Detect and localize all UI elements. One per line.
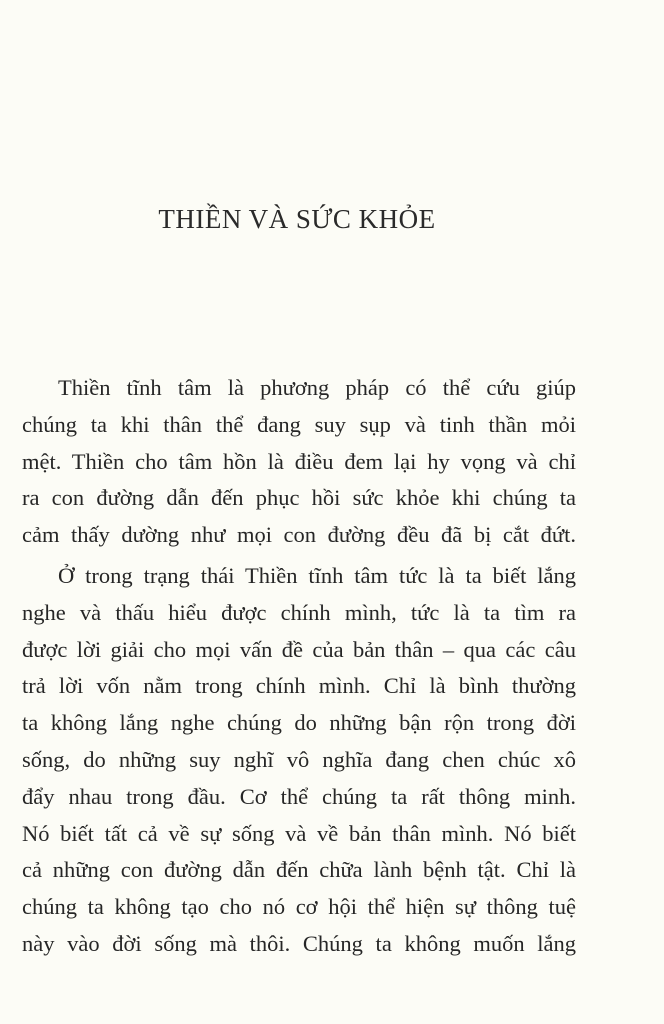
text-line: chúng ta khi thân thể đang suy sụp và tinh thần mỏi	[22, 411, 576, 437]
text-line: Ở trong trạng thái Thiền tĩnh tâm tức là ta biết lắng	[58, 562, 576, 588]
text-line: trả lời vốn nằm trong chính mình. Chỉ là bình thường	[22, 673, 576, 699]
paragraph-2	[22, 558, 576, 963]
text-line: sống, do những suy nghĩ vô nghĩa đang chen chúc xô	[22, 746, 576, 772]
text-line: này vào đời sống mà thôi. Chúng ta không muốn lắng	[22, 930, 576, 956]
text-line: Thiền tĩnh tâm là phương pháp có thể cứu giúp	[58, 375, 576, 400]
paragraph-1	[22, 370, 576, 554]
text-line: cả những con đường dẫn đến chữa lành bệnh tật. Chỉ là	[22, 857, 576, 883]
chapter-title: THIỀN VÀ SỨC KHỎE	[158, 204, 436, 234]
text-line: cảm thấy dường như mọi con đường đều đã bị cắt đứt.	[22, 522, 576, 548]
text-line: chúng ta không tạo cho nó cơ hội thể hiện sự thông tuệ	[22, 894, 576, 920]
body-text	[22, 370, 576, 963]
text-line: đẩy nhau trong đầu. Cơ thể chúng ta rất thông minh.	[22, 783, 576, 809]
text-line: ra con đường dẫn đến phục hồi sức khỏe khi chúng ta	[22, 485, 576, 511]
text-line: ta không lắng nghe chúng do những bận rộn trong đời	[22, 710, 576, 736]
text-line: Nó biết tất cả về sự sống và về bản thân mình. Nó biết	[22, 820, 576, 846]
text-line: mệt. Thiền cho tâm hồn là điều đem lại hy vọng và chỉ	[22, 448, 576, 474]
text-line: nghe và thấu hiểu được chính mình, tức là ta tìm ra	[22, 599, 576, 625]
text-line: được lời giải cho mọi vấn đề của bản thân – qua các câu	[22, 636, 576, 662]
